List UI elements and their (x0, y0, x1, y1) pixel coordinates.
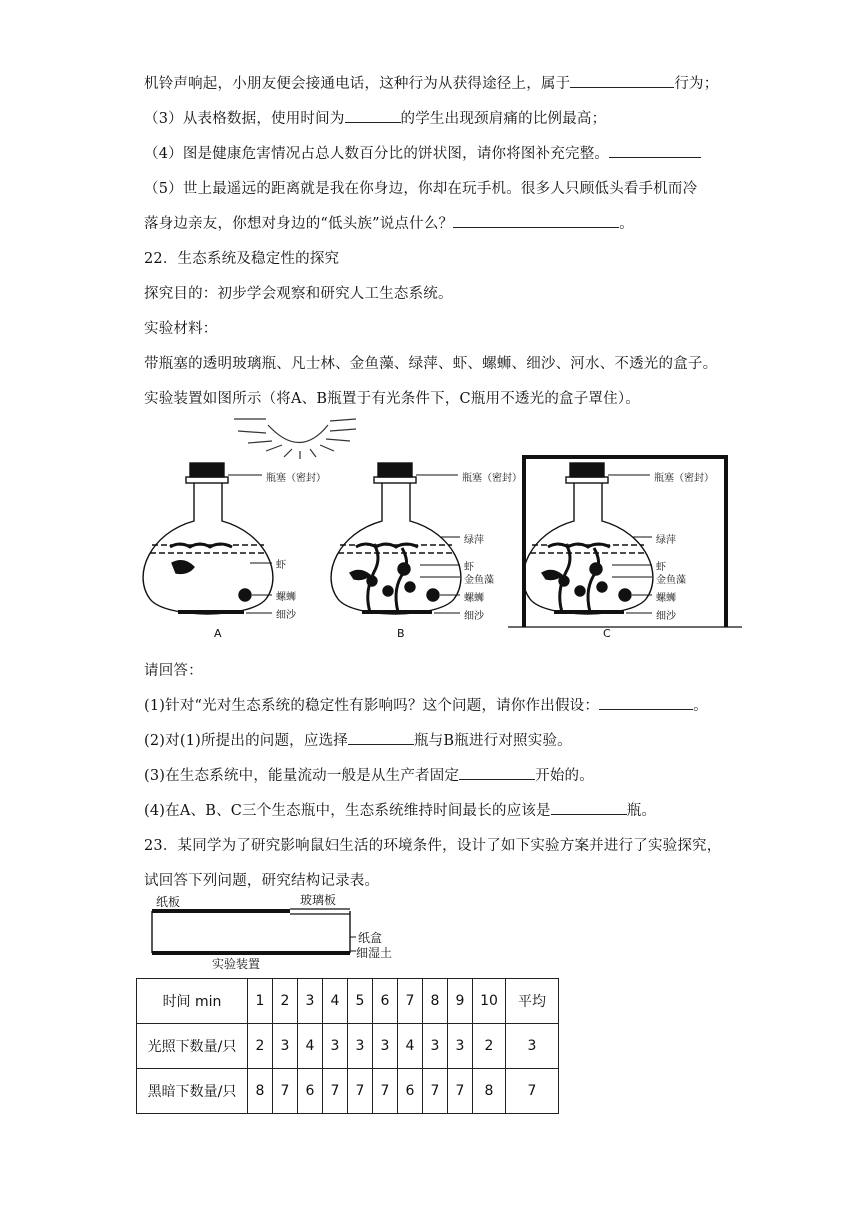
answer-2 (144, 729, 572, 750)
table-cell: 3 (373, 1024, 398, 1069)
label-glass: 玻璃板 (300, 893, 337, 907)
text-fragment: 瓶与B瓶进行对照实验。 (413, 733, 572, 749)
label-snail-a: 螺蛳 (276, 592, 296, 603)
table-cell: 3 (423, 1024, 448, 1069)
sun-icon (234, 419, 356, 459)
label-box: 纸盒 (358, 931, 383, 945)
label-sand-b: 细沙 (464, 611, 484, 622)
text-fragment: 探究目的：初步学会观察和研究人工生态系统。 (144, 286, 453, 302)
label-sand-c: 细沙 (656, 611, 676, 622)
table-row (137, 1069, 559, 1114)
table-header-row (137, 979, 559, 1024)
table-cell: 3 (348, 1024, 373, 1069)
label-shrimp-c: 虾 (656, 562, 666, 573)
text-fragment: 试回答下列问题，研究结构记录表。 (144, 873, 380, 889)
text-fragment: (1)针对“光对生态系统的稳定性有影响吗？这个问题，请你作出假设： (144, 698, 600, 714)
text-fragment: 。 (693, 698, 708, 714)
question-3 (144, 107, 606, 128)
table-cell: 3 (323, 1024, 348, 1069)
table-cell: 2 (248, 1024, 273, 1069)
table-cell: 光照下数量/只 (137, 1024, 248, 1069)
text-fragment: 瓶。 (626, 803, 657, 819)
label-snail-b: 螺蛳 (464, 593, 484, 604)
bottle-a (143, 463, 273, 614)
text-fragment: (3)在生态系统中，能量流动一般是从生产者固定 (144, 768, 460, 784)
label-stopper-a: 瓶塞（密封） (266, 473, 326, 484)
label-sand-a: 细沙 (276, 610, 296, 621)
record-table (136, 978, 559, 1114)
question-5-cont (144, 212, 634, 233)
text-fragment: （5）世上最遥远的距离就是我在你身边，你却在玩手机。很多人只顾低头看手机而冷 (144, 181, 698, 197)
answer-blank[interactable] (599, 694, 693, 710)
bottle-b (331, 463, 461, 614)
table-cell: 3 (448, 1024, 473, 1069)
table-cell: 8 (423, 979, 448, 1024)
label-shrimp-a: 虾 (276, 560, 286, 571)
text-fragment: 落身边亲友，你想对身边的“低头族”说点什么？ (144, 216, 454, 232)
text-fragment: 23．某同学为了研究影响鼠妇生活的环境条件，设计了如下实验方案并进行了实验探究， (144, 838, 722, 854)
text-fragment: 。 (619, 216, 634, 232)
table-cell: 3 (298, 979, 323, 1024)
table-cell: 8 (248, 1069, 273, 1114)
text-fragment: （3）从表格数据，使用时间为 (144, 111, 345, 127)
text-fragment: 实验材料： (144, 321, 218, 337)
table-cell: 7 (273, 1069, 298, 1114)
text-line (144, 72, 718, 93)
answer-prompt (144, 659, 203, 680)
answer-4 (144, 799, 656, 820)
table-cell: 7 (398, 979, 423, 1024)
materials (144, 352, 717, 373)
answer-blank[interactable] (345, 107, 401, 123)
table-cell: 7 (506, 1069, 559, 1114)
label-snail-c: 螺蛳 (656, 593, 676, 604)
label-duckweed-b: 绿萍 (464, 535, 484, 546)
text-fragment: 机铃声响起，小朋友便会接通电话，这种行为从获得途径上，属于 (144, 76, 571, 92)
ecosystem-bottles-figure (0, 405, 860, 645)
label-stopper-b: 瓶塞（密封） (462, 473, 522, 484)
table-cell: 5 (348, 979, 373, 1024)
table-cell: 黑暗下数量/只 (137, 1069, 248, 1114)
table-cell: 3 (506, 1024, 559, 1069)
answer-blank[interactable] (551, 799, 627, 815)
table-cell: 7 (373, 1069, 398, 1114)
table-cell: 4 (398, 1024, 423, 1069)
question-5 (144, 177, 697, 198)
label-soil: 细湿土 (356, 946, 393, 960)
answer-3 (144, 764, 594, 785)
label-shrimp-b: 虾 (464, 562, 474, 573)
table-cell: 平均 (506, 979, 559, 1024)
answer-blank[interactable] (348, 729, 414, 745)
table-cell: 7 (423, 1069, 448, 1114)
text-fragment: 22．生态系统及稳定性的探究 (144, 251, 340, 267)
table-cell: 8 (473, 1069, 506, 1114)
table-cell: 7 (348, 1069, 373, 1114)
caption-a: A (214, 627, 222, 640)
table-cell: 10 (473, 979, 506, 1024)
text-fragment: 带瓶塞的透明玻璃瓶、凡士林、金鱼藻、绿萍、虾、螺蛳、细沙、河水、不透光的盒子。 (144, 356, 718, 372)
table-cell: 3 (273, 1024, 298, 1069)
text-fragment: 开始的。 (535, 768, 594, 784)
table-cell: 6 (398, 1069, 423, 1114)
table-cell: 4 (298, 1024, 323, 1069)
experiment-device-figure (140, 885, 440, 975)
table-cell: 时间 min (137, 979, 248, 1024)
materials-title (144, 317, 218, 338)
answer-1 (144, 694, 708, 715)
answer-blank[interactable] (453, 212, 619, 228)
label-stopper-c: 瓶塞（密封） (654, 473, 714, 484)
question-23 (144, 834, 721, 855)
table-cell: 1 (248, 979, 273, 1024)
table-cell: 6 (298, 1069, 323, 1114)
table-cell: 7 (448, 1069, 473, 1114)
caption-b: B (397, 627, 405, 640)
question-4 (144, 142, 701, 163)
label-hornwort-c: 金鱼藻 (656, 575, 686, 586)
text-fragment: 行为； (674, 76, 719, 92)
bottle-c (523, 463, 653, 614)
table-cell: 7 (323, 1069, 348, 1114)
table-cell: 9 (448, 979, 473, 1024)
table-cell: 2 (473, 1024, 506, 1069)
answer-blank[interactable] (459, 764, 535, 780)
caption-device: 实验装置 (212, 957, 261, 971)
text-fragment: 请回答： (144, 663, 203, 679)
table-cell: 2 (273, 979, 298, 1024)
caption-c: C (603, 627, 611, 640)
table-cell: 4 (323, 979, 348, 1024)
label-paperboard: 纸板 (156, 895, 181, 909)
text-fragment: （4）图是健康危害情况占总人数百分比的饼状图，请你将图补充完整。 (144, 146, 610, 162)
answer-blank[interactable] (609, 142, 701, 158)
answer-blank[interactable] (570, 72, 674, 88)
table-cell: 6 (373, 979, 398, 1024)
label-duckweed-c: 绿萍 (656, 535, 676, 546)
text-fragment: (2)对(1)所提出的问题，应选择 (144, 733, 348, 749)
question-22-title (144, 247, 339, 268)
table-row (137, 1024, 559, 1069)
purpose (144, 282, 453, 303)
text-fragment: (4)在A、B、C三个生态瓶中，生态系统维持时间最长的应该是 (144, 803, 551, 819)
text-fragment: 实验装置如图所示（将A、B瓶置于有光条件下，C瓶用不透光的盒子罩住）。 (144, 391, 640, 407)
label-hornwort-b: 金鱼藻 (464, 575, 494, 586)
text-fragment: 的学生出现颈肩痛的比例最高； (400, 111, 607, 127)
